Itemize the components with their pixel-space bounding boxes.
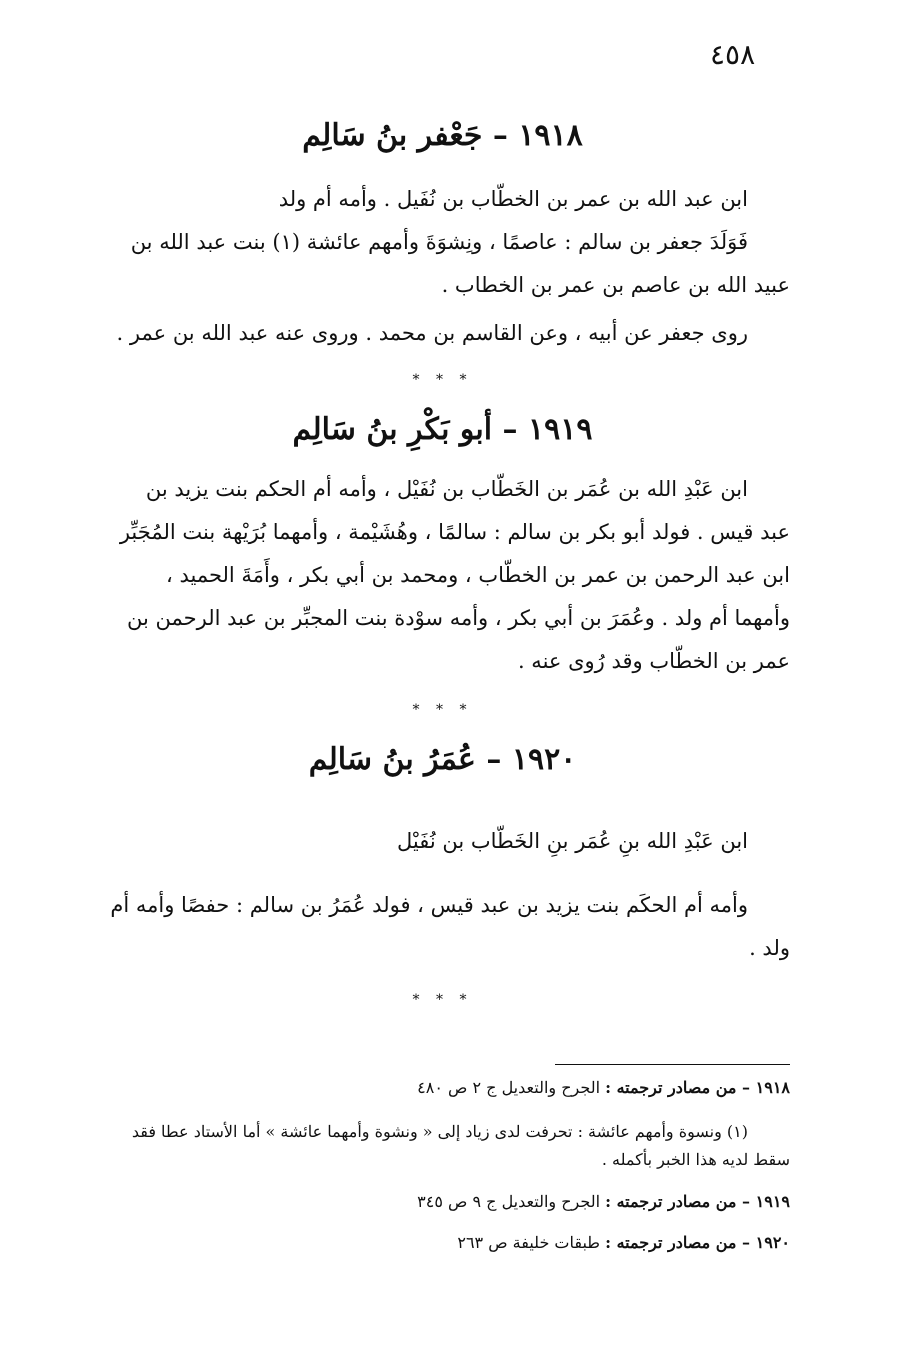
entry-paragraph [95,884,790,970]
footnote-text: الجرح والتعديل ج ٩ ص ٣٤٥ [417,1192,601,1211]
section-separator: * * * [412,992,473,1008]
text-line: عبيد الله بن عاصم بن عمر بن الخطاب . [441,273,790,297]
footnote-label: ١٩٢٠ – من مصادر ترجمته : [605,1233,790,1252]
footnote-line: سقط لديه هذا الخبر بأكمله . [601,1150,790,1169]
text-line: وأمه أم الحكَم بنت يزيد بن عبد قيس ، فولد عُمَرُ بن سالم : حفصًا وأمه أم [110,893,748,917]
text-line: عمر بن الخطّاب وقد رُوى عنه . [517,649,790,673]
footnote-line: (١) ونسوة وأمهم عائشة : تحرفت لدى زياد إلى « ونشوة وأمهما عائشة » أما الأستاد عطا فقد [131,1122,748,1141]
footnote-label: ١٩١٨ – من مصادر ترجمته : [605,1078,790,1097]
footnote-1918 [417,1078,790,1097]
text-line: ابن عَبْدِ الله بن عُمَر بن الخَطّاب بن نُفَيْل ، وأمه أم الحكم بنت يزيد بن [145,477,748,501]
text-line: ابن عبد الله بن عمر بن الخطّاب بن نُفَيل . وأمه أم ولد [278,187,748,211]
text-line: ابن عبد الرحمن بن عمر بن الخطّاب ، ومحمد بن أبي بكر ، وأَمَةَ الحميد ، [166,563,790,587]
text-line: وأمهما أم ولد . وعُمَرَ بن أبي بكر ، وأمه سوْدة بنت المجبِّر بن عبد الرحمن بن [127,606,790,630]
footnote-text: الجرح والتعديل ج ٢ ص ٤٨٠ [417,1078,601,1097]
page-number: ٤٥٨ [710,38,756,71]
footnote-1919 [417,1192,790,1211]
entry-paragraph [95,312,790,355]
text-line: روى جعفر عن أبيه ، وعن القاسم بن محمد . وروى عنه عبد الله بن عمر . [116,321,748,345]
footnote-label: ١٩١٩ – من مصادر ترجمته : [605,1192,790,1211]
entry-paragraph [95,178,790,307]
entry-title: ١٩١٩ – أبو بَكْرِ بنُ سَالِم [292,412,593,447]
footnote-note-1 [95,1118,790,1174]
text-line: عبد قيس . فولد أبو بكر بن سالم : سالمًا ، وهُشَيْمة ، وأمهما بُرَيْهة بنت المُجَبِّر [119,520,790,544]
entry-paragraph [95,820,790,863]
text-line: ابن عَبْدِ الله بنِ عُمَر بنِ الخَطّاب بن نُفَيْل [396,829,748,853]
section-separator: * * * [412,702,473,718]
text-line: ولد . [749,936,790,960]
entry-title: ١٩٢٠ – عُمَرُ بنُ سَالِم [308,742,577,777]
section-separator: * * * [412,372,473,388]
footnote-text: طبقات خليفة ص ٢٦٣ [457,1233,601,1252]
footnote-rule [555,1064,790,1065]
footnote-1920 [457,1233,790,1252]
entry-paragraph [95,468,790,683]
entry-title: ١٩١٨ – جَعْفر بنُ سَالِم [302,118,583,153]
text-line: فَوَلَدَ جعفر بن سالم : عاصمًا ، ونِشوَةَ وأمهم عائشة (١) بنت عبد الله بن [130,230,748,254]
